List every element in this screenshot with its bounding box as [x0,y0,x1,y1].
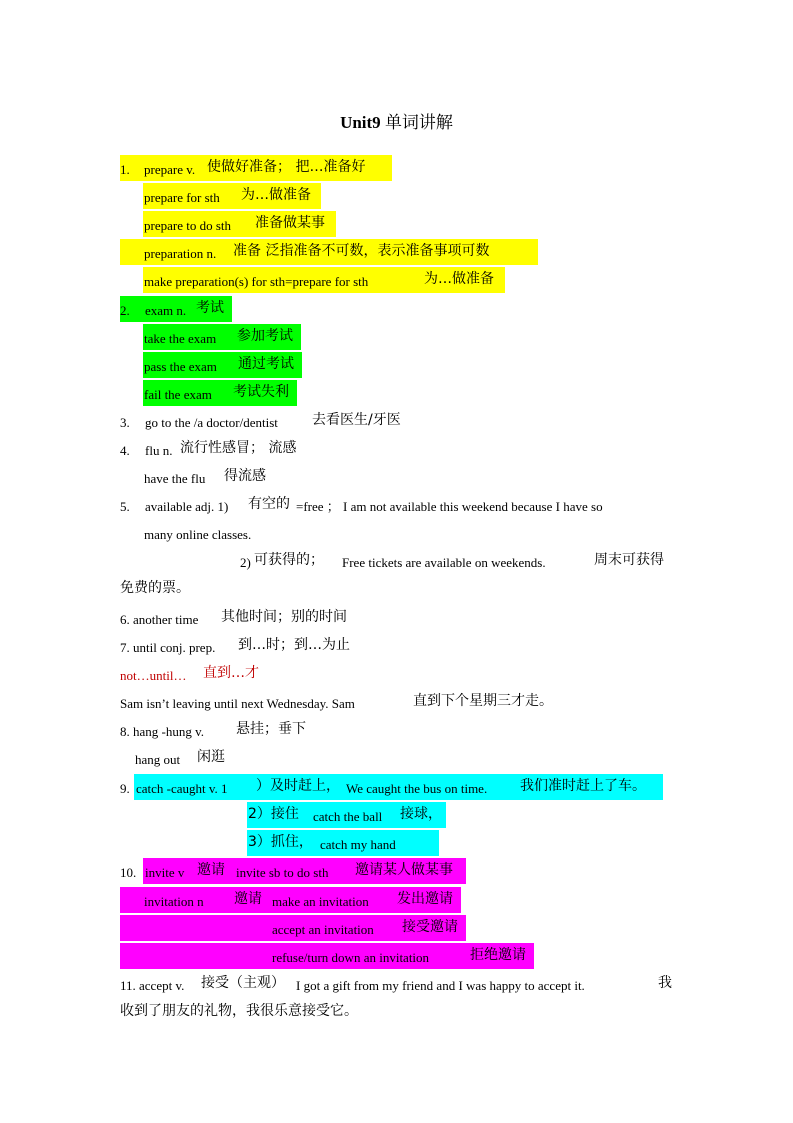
chinese-text: 流行性感冒； 流感 [180,440,297,456]
chinese-text: 免费的票。 [120,580,190,596]
english-text: We caught the bus on time. [346,781,488,796]
vocab-line [0,633,793,659]
english-text: go to the /a doctor/dentist [145,415,278,430]
vocab-line [0,689,793,715]
english-text: invite v [145,865,185,880]
english-text: hang out [135,752,181,767]
english-text: not…until… [120,668,187,683]
chinese-text: 邀请 [234,891,262,907]
english-text: catch -caught v. 1 [136,781,228,796]
vocab-line [0,802,793,828]
vocab-line [0,492,793,518]
chinese-text: 悬挂；垂下 [236,721,306,737]
chinese-text: 我们准时赶上了车。 [520,778,646,794]
vocab-line [0,183,793,209]
english-text: catch my hand [320,837,396,852]
chinese-text: ）及时赶上， [256,778,340,794]
vocab-line [0,324,793,350]
vocab-line [0,605,793,631]
english-text: 2. [120,303,130,318]
english-text: refuse/turn down an invitation [272,950,430,965]
chinese-text: 收到了朋友的礼物，我很乐意接受它。 [120,1003,358,1019]
vocab-line [0,352,793,378]
vocab-line [0,943,793,969]
chinese-text: 参加考试 [237,328,293,344]
chinese-text: 去看医生/牙医 [312,412,401,428]
english-text: pass the exam [144,359,217,374]
chinese-text: 拒绝邀请 [470,947,526,963]
chinese-text: 可获得的； [254,552,324,568]
english-text: fail the exam [144,387,212,402]
page-title [0,108,793,133]
english-text: prepare v. [144,162,196,177]
chinese-text: 周末可获得 [594,552,664,568]
vocab-line [0,999,793,1025]
english-text: =free ； I am not available this weekend because I have so [296,499,603,514]
chinese-text: 为…做准备 [241,187,311,203]
vocab-line [0,717,793,743]
vocab-line [0,211,793,237]
chinese-text: 发出邀请 [397,891,453,907]
chinese-text: 3）抓住， [248,834,313,850]
english-text: catch the ball [313,809,383,824]
english-text: flu n. [145,443,173,458]
chinese-text: 使做好准备； 把…准备好 [207,159,366,175]
chinese-text: 闲逛 [197,749,225,765]
chinese-text: 邀请 [197,862,225,878]
english-text: make an invitation [272,894,369,909]
vocab-line [0,155,793,181]
english-text: 11. accept v. [120,978,185,993]
vocab-line [0,915,793,941]
chinese-text: 准备 泛指准备不可数，表示准备事项可数 [233,243,490,259]
vocab-line [0,296,793,322]
vocab-line [0,380,793,406]
english-text: take the exam [144,331,217,346]
vocab-line [0,520,793,546]
english-text: 9. [120,781,130,796]
english-text: invite sb to do sth [236,865,329,880]
chinese-text: 接球， [400,806,442,822]
chinese-text: 考试失利 [233,384,289,400]
english-text: Free tickets are available on weekends. [342,555,546,570]
chinese-text: 直到下个星期三才走。 [413,693,553,709]
vocab-line [0,576,793,602]
chinese-text: 通过考试 [238,356,294,372]
vocab-line [0,436,793,462]
english-text: Sam isn’t leaving until next Wednesday. Sam [120,696,355,711]
chinese-text: 考试 [196,300,224,316]
english-text: prepare for sth [144,190,220,205]
vocab-line [0,830,793,856]
chinese-text: 2）接住 [248,806,299,822]
english-text: 10. [120,865,137,880]
english-text: have the flu [144,471,206,486]
english-text: accept an invitation [272,922,374,937]
chinese-text: 其他时间；别的时间 [221,609,347,625]
title-zh: 单词讲解 [384,113,453,133]
vocab-line [0,887,793,913]
vocab-line [0,858,793,884]
english-text: 2) [240,555,251,570]
vocab-line [0,464,793,490]
chinese-text: 为…做准备 [424,271,494,287]
english-text: available adj. 1) [145,499,229,514]
english-text: invitation n [144,894,204,909]
english-text: 1. [120,162,130,177]
english-text: 8. hang -hung v. [120,724,205,739]
chinese-text: 我 [658,975,672,991]
english-text: 7. until conj. prep. [120,640,216,655]
english-text: 4. [120,443,130,458]
chinese-text: 有空的 [248,496,290,512]
vocab-line [0,267,793,293]
english-text: 6. another time [120,612,199,627]
chinese-text: 到…时；到…为止 [238,637,350,653]
chinese-text: 准备做某事 [255,215,325,231]
vocab-line [0,408,793,434]
title-en: Unit9 [340,113,381,132]
chinese-text: 直到…才 [203,665,259,681]
english-text: preparation n. [144,246,217,261]
chinese-text: 接受邀请 [402,919,458,935]
english-text: I got a gift from my friend and I was happy to accept it. [296,978,585,993]
vocab-line [0,239,793,265]
vocab-line [0,774,793,800]
english-text: many online classes. [144,527,252,542]
vocab-line [0,661,793,687]
english-text: 3. [120,415,130,430]
english-text: make preparation(s) for sth=prepare for sth [144,274,369,289]
chinese-text: 邀请某人做某事 [355,862,453,878]
english-text: exam n. [145,303,187,318]
vocab-line [0,548,793,574]
vocab-line [0,971,793,997]
english-text: prepare to do sth [144,218,232,233]
vocab-line [0,745,793,771]
english-text: 5. [120,499,130,514]
chinese-text: 得流感 [224,468,266,484]
chinese-text: 接受（主观） [201,975,285,991]
